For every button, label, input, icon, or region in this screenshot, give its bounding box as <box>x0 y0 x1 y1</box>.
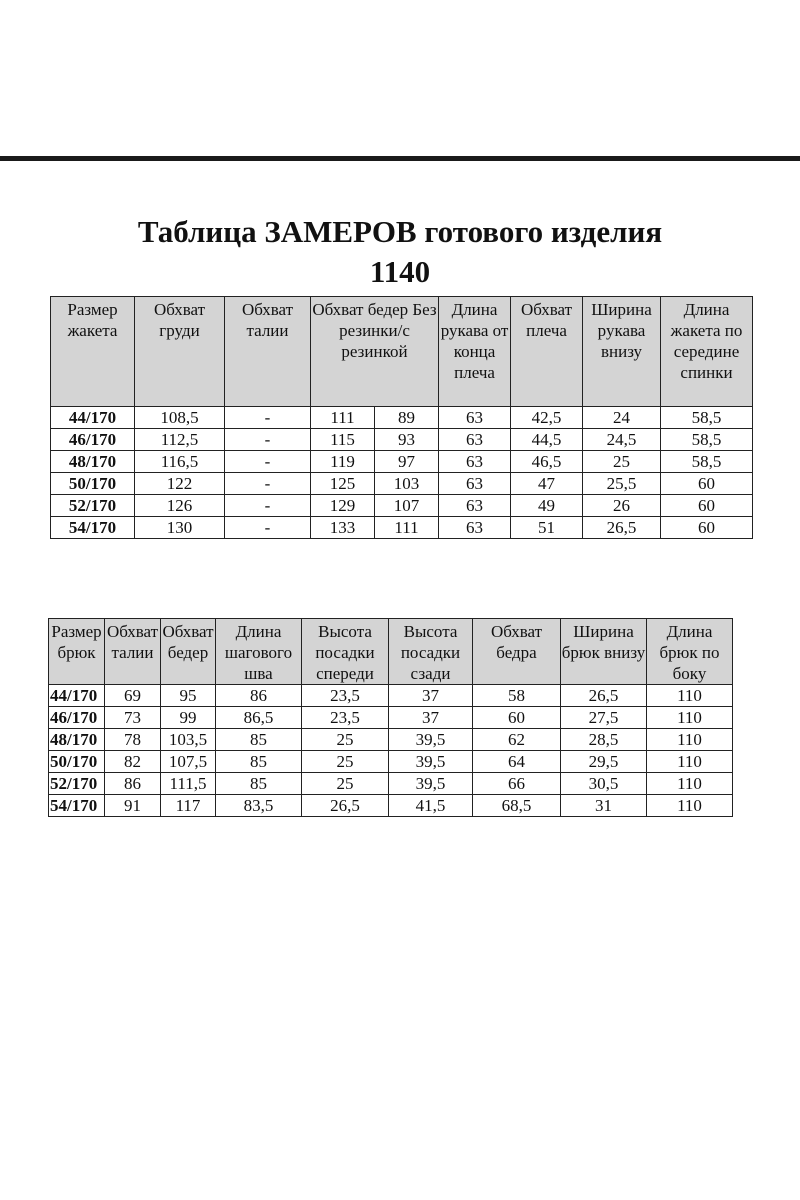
jacket-value-cell: 108,5 <box>135 407 225 429</box>
pants-header-cell: Обхват талии <box>105 619 161 685</box>
pants-value-cell: 82 <box>105 751 161 773</box>
pants-value-cell: 110 <box>647 773 733 795</box>
jacket-header-cell: Длина жакета по середине спинки <box>661 297 753 407</box>
jacket-value-cell: 24,5 <box>583 429 661 451</box>
pants-value-cell: 111,5 <box>161 773 216 795</box>
jacket-size-cell: 52/170 <box>51 495 135 517</box>
jacket-value-cell: 46,5 <box>511 451 583 473</box>
pants-value-cell: 86 <box>105 773 161 795</box>
pants-table-row <box>49 751 733 773</box>
pants-value-cell: 86,5 <box>216 707 302 729</box>
pants-value-cell: 41,5 <box>389 795 473 817</box>
pants-size-cell: 50/170 <box>49 751 105 773</box>
pants-measurements-table <box>48 618 733 817</box>
pants-value-cell: 66 <box>473 773 561 795</box>
jacket-value-cell: - <box>225 407 311 429</box>
jacket-value-cell: - <box>225 473 311 495</box>
pants-header-cell: Обхват бедер <box>161 619 216 685</box>
jacket-value-cell: 25 <box>583 451 661 473</box>
pants-value-cell: 110 <box>647 729 733 751</box>
pants-value-cell: 39,5 <box>389 729 473 751</box>
pants-size-cell: 52/170 <box>49 773 105 795</box>
jacket-measurements-table <box>50 296 753 539</box>
pants-value-cell: 69 <box>105 685 161 707</box>
jacket-value-cell: 129 <box>311 495 375 517</box>
pants-size-cell: 46/170 <box>49 707 105 729</box>
jacket-value-cell: 125 <box>311 473 375 495</box>
pants-header-cell: Обхват бедра <box>473 619 561 685</box>
jacket-value-cell: 115 <box>311 429 375 451</box>
pants-value-cell: 99 <box>161 707 216 729</box>
pants-value-cell: 39,5 <box>389 751 473 773</box>
pants-value-cell: 110 <box>647 707 733 729</box>
pants-value-cell: 60 <box>473 707 561 729</box>
jacket-header-cell: Обхват талии <box>225 297 311 407</box>
pants-value-cell: 27,5 <box>561 707 647 729</box>
pants-value-cell: 103,5 <box>161 729 216 751</box>
jacket-value-cell: 26,5 <box>583 517 661 539</box>
jacket-value-cell: 49 <box>511 495 583 517</box>
jacket-value-cell: 63 <box>439 473 511 495</box>
pants-value-cell: 37 <box>389 707 473 729</box>
pants-value-cell: 30,5 <box>561 773 647 795</box>
jacket-value-cell: 130 <box>135 517 225 539</box>
pants-value-cell: 117 <box>161 795 216 817</box>
jacket-header-cell: Ширина рукава внизу <box>583 297 661 407</box>
jacket-header-row <box>51 297 753 407</box>
jacket-value-cell: 58,5 <box>661 451 753 473</box>
jacket-value-cell: 26 <box>583 495 661 517</box>
pants-header-cell: Длина брюк по боку <box>647 619 733 685</box>
pants-value-cell: 85 <box>216 773 302 795</box>
pants-value-cell: 68,5 <box>473 795 561 817</box>
jacket-table-row <box>51 495 753 517</box>
jacket-size-cell: 54/170 <box>51 517 135 539</box>
pants-value-cell: 62 <box>473 729 561 751</box>
jacket-value-cell: 97 <box>375 451 439 473</box>
jacket-value-cell: 42,5 <box>511 407 583 429</box>
jacket-value-cell: 112,5 <box>135 429 225 451</box>
jacket-value-cell: 51 <box>511 517 583 539</box>
jacket-table-row <box>51 407 753 429</box>
jacket-table-row <box>51 429 753 451</box>
jacket-value-cell: 25,5 <box>583 473 661 495</box>
pants-value-cell: 78 <box>105 729 161 751</box>
pants-value-cell: 83,5 <box>216 795 302 817</box>
pants-value-cell: 25 <box>302 773 389 795</box>
jacket-value-cell: 116,5 <box>135 451 225 473</box>
jacket-value-cell: 111 <box>311 407 375 429</box>
jacket-value-cell: 24 <box>583 407 661 429</box>
jacket-table-row <box>51 451 753 473</box>
pants-value-cell: 26,5 <box>302 795 389 817</box>
jacket-value-cell: 63 <box>439 407 511 429</box>
pants-value-cell: 28,5 <box>561 729 647 751</box>
pants-value-cell: 95 <box>161 685 216 707</box>
jacket-value-cell: 103 <box>375 473 439 495</box>
jacket-value-cell: 119 <box>311 451 375 473</box>
jacket-value-cell: 58,5 <box>661 429 753 451</box>
pants-value-cell: 64 <box>473 751 561 773</box>
jacket-value-cell: 60 <box>661 517 753 539</box>
jacket-value-cell: - <box>225 451 311 473</box>
pants-header-cell: Ширина брюк внизу <box>561 619 647 685</box>
jacket-table-row <box>51 473 753 495</box>
jacket-size-cell: 46/170 <box>51 429 135 451</box>
pants-value-cell: 25 <box>302 751 389 773</box>
pants-value-cell: 110 <box>647 751 733 773</box>
jacket-value-cell: 63 <box>439 495 511 517</box>
pants-header-cell: Высота посадки спереди <box>302 619 389 685</box>
pants-table-row <box>49 707 733 729</box>
jacket-value-cell: - <box>225 517 311 539</box>
pants-value-cell: 107,5 <box>161 751 216 773</box>
jacket-value-cell: 63 <box>439 429 511 451</box>
pants-value-cell: 85 <box>216 729 302 751</box>
jacket-size-cell: 44/170 <box>51 407 135 429</box>
pants-value-cell: 25 <box>302 729 389 751</box>
pants-table-row <box>49 685 733 707</box>
jacket-header-cell: Обхват бедер Без резинки/с резинкой <box>311 297 439 407</box>
jacket-size-cell: 48/170 <box>51 451 135 473</box>
jacket-header-cell: Размер жакета <box>51 297 135 407</box>
pants-size-cell: 48/170 <box>49 729 105 751</box>
pants-value-cell: 85 <box>216 751 302 773</box>
jacket-value-cell: 111 <box>375 517 439 539</box>
pants-value-cell: 110 <box>647 795 733 817</box>
jacket-header-cell: Обхват плеча <box>511 297 583 407</box>
jacket-value-cell: 89 <box>375 407 439 429</box>
jacket-value-cell: - <box>225 495 311 517</box>
pants-value-cell: 37 <box>389 685 473 707</box>
pants-header-cell: Размер брюк <box>49 619 105 685</box>
page-title: Таблица ЗАМЕРОВ готового изделия <box>137 214 663 249</box>
pants-value-cell: 73 <box>105 707 161 729</box>
jacket-value-cell: 58,5 <box>661 407 753 429</box>
jacket-value-cell: 126 <box>135 495 225 517</box>
pants-table-row <box>49 795 733 817</box>
pants-header-cell: Длина шагового шва <box>216 619 302 685</box>
pants-value-cell: 23,5 <box>302 685 389 707</box>
pants-size-cell: 44/170 <box>49 685 105 707</box>
pants-value-cell: 86 <box>216 685 302 707</box>
pants-table-row <box>49 729 733 751</box>
pants-header-cell: Высота посадки сзади <box>389 619 473 685</box>
jacket-value-cell: 47 <box>511 473 583 495</box>
pants-value-cell: 91 <box>105 795 161 817</box>
pants-value-cell: 39,5 <box>389 773 473 795</box>
jacket-value-cell: 122 <box>135 473 225 495</box>
jacket-value-cell: 60 <box>661 495 753 517</box>
jacket-header-cell: Длина рукава от конца плеча <box>439 297 511 407</box>
pants-size-cell: 54/170 <box>49 795 105 817</box>
model-number: 1140 <box>369 254 431 289</box>
jacket-header-cell: Обхват груди <box>135 297 225 407</box>
jacket-value-cell: 107 <box>375 495 439 517</box>
pants-value-cell: 29,5 <box>561 751 647 773</box>
top-divider-rule <box>0 156 800 161</box>
pants-value-cell: 23,5 <box>302 707 389 729</box>
jacket-value-cell: 44,5 <box>511 429 583 451</box>
pants-value-cell: 58 <box>473 685 561 707</box>
jacket-value-cell: 63 <box>439 451 511 473</box>
jacket-value-cell: 93 <box>375 429 439 451</box>
jacket-size-cell: 50/170 <box>51 473 135 495</box>
pants-value-cell: 110 <box>647 685 733 707</box>
pants-table-row <box>49 773 733 795</box>
pants-value-cell: 31 <box>561 795 647 817</box>
pants-value-cell: 26,5 <box>561 685 647 707</box>
jacket-value-cell: 60 <box>661 473 753 495</box>
pants-header-row <box>49 619 733 685</box>
jacket-table-row <box>51 517 753 539</box>
jacket-value-cell: - <box>225 429 311 451</box>
jacket-value-cell: 63 <box>439 517 511 539</box>
jacket-value-cell: 133 <box>311 517 375 539</box>
